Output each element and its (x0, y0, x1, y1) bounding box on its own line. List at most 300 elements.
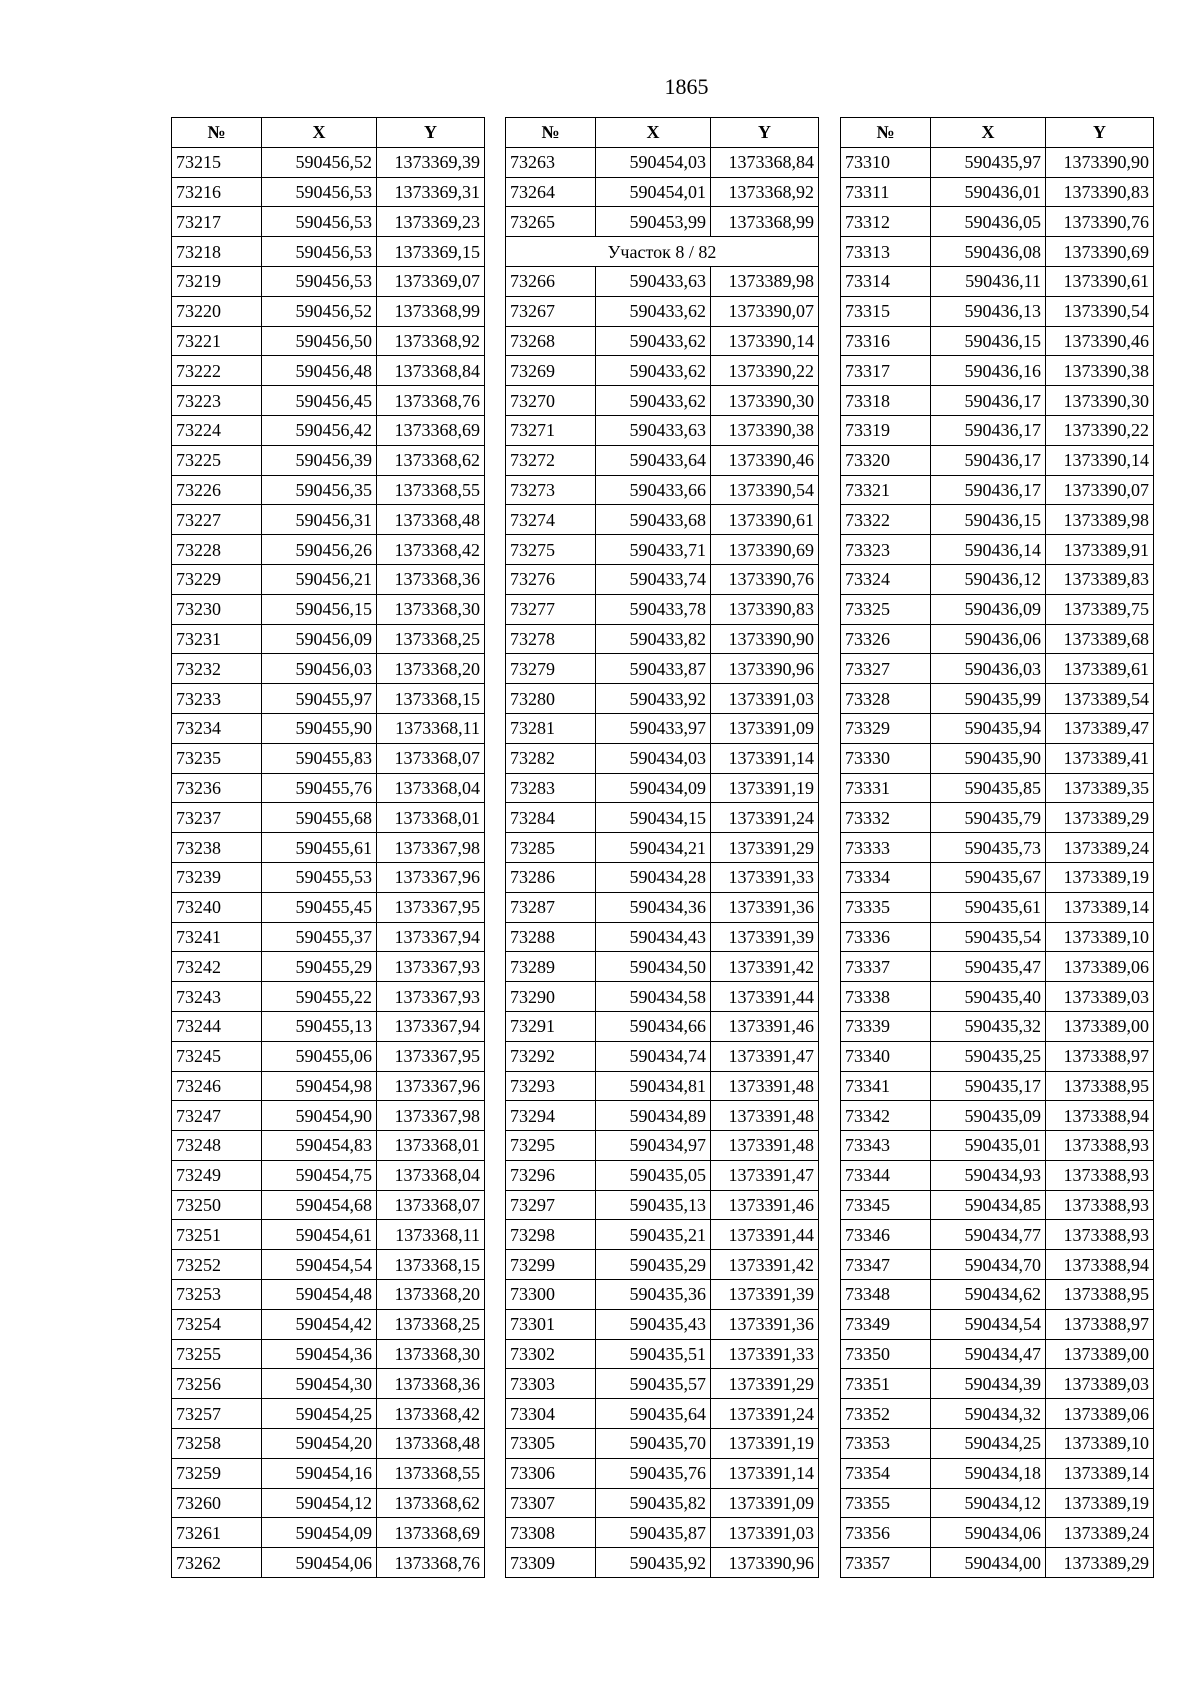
table-row (506, 1071, 819, 1101)
coordinate-table-1 (171, 117, 485, 1578)
y-coordinate: 1373390,76 (1046, 207, 1154, 237)
point-number: 73313 (841, 237, 931, 267)
x-coordinate: 590433,62 (596, 356, 711, 386)
point-number: 73342 (841, 1101, 931, 1131)
y-coordinate: 1373388,93 (1046, 1131, 1154, 1161)
y-coordinate: 1373391,42 (711, 952, 819, 982)
point-number: 73258 (172, 1429, 262, 1459)
y-coordinate: 1373391,33 (711, 1339, 819, 1369)
point-number: 73217 (172, 207, 262, 237)
x-coordinate: 590436,03 (931, 654, 1046, 684)
x-coordinate: 590435,87 (596, 1518, 711, 1548)
y-coordinate: 1373389,06 (1046, 952, 1154, 982)
y-coordinate: 1373391,24 (711, 803, 819, 833)
table-row (506, 266, 819, 296)
header-number: № (172, 118, 262, 148)
table-row (841, 1339, 1154, 1369)
table-row (841, 1458, 1154, 1488)
point-number: 73337 (841, 952, 931, 982)
table-row (172, 1011, 485, 1041)
point-number: 73242 (172, 952, 262, 982)
x-coordinate: 590456,09 (262, 624, 377, 654)
y-coordinate: 1373388,93 (1046, 1190, 1154, 1220)
table-row (506, 564, 819, 594)
y-coordinate: 1373368,99 (377, 296, 485, 326)
table-row (841, 684, 1154, 714)
header-number: № (506, 118, 596, 148)
y-coordinate: 1373367,94 (377, 922, 485, 952)
y-coordinate: 1373389,54 (1046, 684, 1154, 714)
header-x: X (931, 118, 1046, 148)
table-row (506, 773, 819, 803)
point-number: 73279 (506, 654, 596, 684)
x-coordinate: 590433,66 (596, 475, 711, 505)
x-coordinate: 590436,17 (931, 445, 1046, 475)
x-coordinate: 590434,36 (596, 892, 711, 922)
y-coordinate: 1373391,39 (711, 922, 819, 952)
point-number: 73324 (841, 564, 931, 594)
point-number: 73301 (506, 1309, 596, 1339)
point-number: 73294 (506, 1101, 596, 1131)
point-number: 73323 (841, 535, 931, 565)
x-coordinate: 590454,25 (262, 1399, 377, 1429)
point-number: 73320 (841, 445, 931, 475)
x-coordinate: 590455,61 (262, 833, 377, 863)
header-number: № (841, 118, 931, 148)
point-number: 73248 (172, 1131, 262, 1161)
table-row (506, 415, 819, 445)
y-coordinate: 1373368,11 (377, 713, 485, 743)
table-row (506, 1309, 819, 1339)
y-coordinate: 1373389,10 (1046, 1429, 1154, 1459)
table-row (841, 326, 1154, 356)
point-number: 73263 (506, 147, 596, 177)
y-coordinate: 1373368,69 (377, 1518, 485, 1548)
table-row (506, 1160, 819, 1190)
y-coordinate: 1373368,76 (377, 1548, 485, 1578)
y-coordinate: 1373390,76 (711, 564, 819, 594)
table-row (506, 1429, 819, 1459)
x-coordinate: 590435,85 (931, 773, 1046, 803)
y-coordinate: 1373368,55 (377, 475, 485, 505)
y-coordinate: 1373369,07 (377, 266, 485, 296)
y-coordinate: 1373388,97 (1046, 1041, 1154, 1071)
y-coordinate: 1373390,46 (1046, 326, 1154, 356)
table-row (506, 445, 819, 475)
point-number: 73238 (172, 833, 262, 863)
y-coordinate: 1373368,42 (377, 1399, 485, 1429)
point-number: 73220 (172, 296, 262, 326)
table-row (841, 1011, 1154, 1041)
x-coordinate: 590435,82 (596, 1488, 711, 1518)
x-coordinate: 590433,62 (596, 326, 711, 356)
table-row (172, 862, 485, 892)
table-row (841, 922, 1154, 952)
x-coordinate: 590454,90 (262, 1101, 377, 1131)
x-coordinate: 590435,92 (596, 1548, 711, 1578)
table-row (172, 952, 485, 982)
x-coordinate: 590455,37 (262, 922, 377, 952)
table-row (172, 594, 485, 624)
point-number: 73282 (506, 743, 596, 773)
y-coordinate: 1373368,84 (711, 147, 819, 177)
y-coordinate: 1373390,83 (711, 594, 819, 624)
x-coordinate: 590433,87 (596, 654, 711, 684)
table-row (841, 892, 1154, 922)
point-number: 73262 (172, 1548, 262, 1578)
table-row (172, 356, 485, 386)
point-number: 73250 (172, 1190, 262, 1220)
x-coordinate: 590434,89 (596, 1101, 711, 1131)
point-number: 73332 (841, 803, 931, 833)
y-coordinate: 1373368,07 (377, 743, 485, 773)
x-coordinate: 590435,61 (931, 892, 1046, 922)
y-coordinate: 1373389,98 (711, 266, 819, 296)
y-coordinate: 1373368,07 (377, 1190, 485, 1220)
y-coordinate: 1373368,30 (377, 1339, 485, 1369)
table-row (841, 1488, 1154, 1518)
point-number: 73353 (841, 1429, 931, 1459)
point-number: 73280 (506, 684, 596, 714)
point-number: 73255 (172, 1339, 262, 1369)
y-coordinate: 1373390,14 (711, 326, 819, 356)
point-number: 73275 (506, 535, 596, 565)
y-coordinate: 1373391,03 (711, 1518, 819, 1548)
point-number: 73345 (841, 1190, 931, 1220)
table-row (172, 386, 485, 416)
table-row (841, 1548, 1154, 1578)
point-number: 73254 (172, 1309, 262, 1339)
point-number: 73300 (506, 1280, 596, 1310)
x-coordinate: 590435,47 (931, 952, 1046, 982)
table-row (841, 1399, 1154, 1429)
y-coordinate: 1373391,46 (711, 1011, 819, 1041)
point-number: 73326 (841, 624, 931, 654)
table-row (506, 386, 819, 416)
x-coordinate: 590434,28 (596, 862, 711, 892)
table-row (172, 1071, 485, 1101)
y-coordinate: 1373390,46 (711, 445, 819, 475)
x-coordinate: 590456,52 (262, 147, 377, 177)
point-number: 73299 (506, 1250, 596, 1280)
x-coordinate: 590433,63 (596, 415, 711, 445)
point-number: 73269 (506, 356, 596, 386)
table-row (841, 177, 1154, 207)
point-number: 73314 (841, 266, 931, 296)
section-row (506, 237, 819, 267)
x-coordinate: 590433,92 (596, 684, 711, 714)
point-number: 73315 (841, 296, 931, 326)
x-coordinate: 590433,71 (596, 535, 711, 565)
point-number: 73344 (841, 1160, 931, 1190)
point-number: 73251 (172, 1220, 262, 1250)
x-coordinate: 590435,54 (931, 922, 1046, 952)
x-coordinate: 590435,64 (596, 1399, 711, 1429)
x-coordinate: 590436,17 (931, 475, 1046, 505)
table-row (506, 1101, 819, 1131)
point-number: 73349 (841, 1309, 931, 1339)
table-row (506, 1488, 819, 1518)
point-number: 73278 (506, 624, 596, 654)
y-coordinate: 1373368,48 (377, 1429, 485, 1459)
point-number: 73333 (841, 833, 931, 863)
table-row (172, 147, 485, 177)
y-coordinate: 1373391,19 (711, 1429, 819, 1459)
y-coordinate: 1373391,47 (711, 1041, 819, 1071)
header-y: Y (711, 118, 819, 148)
point-number: 73322 (841, 505, 931, 535)
point-number: 73295 (506, 1131, 596, 1161)
table-row (172, 1309, 485, 1339)
x-coordinate: 590456,31 (262, 505, 377, 535)
table-row (172, 475, 485, 505)
y-coordinate: 1373368,84 (377, 356, 485, 386)
x-coordinate: 590454,12 (262, 1488, 377, 1518)
y-coordinate: 1373389,29 (1046, 1548, 1154, 1578)
point-number: 73259 (172, 1458, 262, 1488)
x-coordinate: 590456,53 (262, 207, 377, 237)
table-row (841, 952, 1154, 982)
x-coordinate: 590455,76 (262, 773, 377, 803)
point-number: 73319 (841, 415, 931, 445)
x-coordinate: 590436,08 (931, 237, 1046, 267)
point-number: 73302 (506, 1339, 596, 1369)
x-coordinate: 590456,15 (262, 594, 377, 624)
point-number: 73347 (841, 1250, 931, 1280)
x-coordinate: 590435,36 (596, 1280, 711, 1310)
x-coordinate: 590435,90 (931, 743, 1046, 773)
y-coordinate: 1373390,96 (711, 1548, 819, 1578)
x-coordinate: 590436,16 (931, 356, 1046, 386)
y-coordinate: 1373368,36 (377, 564, 485, 594)
x-coordinate: 590434,70 (931, 1250, 1046, 1280)
point-number: 73284 (506, 803, 596, 833)
x-coordinate: 590434,06 (931, 1518, 1046, 1548)
point-number: 73268 (506, 326, 596, 356)
table-row (506, 982, 819, 1012)
y-coordinate: 1373390,69 (1046, 237, 1154, 267)
y-coordinate: 1373391,36 (711, 1309, 819, 1339)
point-number: 73273 (506, 475, 596, 505)
table-row (841, 445, 1154, 475)
x-coordinate: 590456,39 (262, 445, 377, 475)
y-coordinate: 1373368,04 (377, 773, 485, 803)
x-coordinate: 590436,06 (931, 624, 1046, 654)
y-coordinate: 1373390,54 (1046, 296, 1154, 326)
x-coordinate: 590433,82 (596, 624, 711, 654)
point-number: 73264 (506, 177, 596, 207)
y-coordinate: 1373389,41 (1046, 743, 1154, 773)
table-row (506, 1131, 819, 1161)
y-coordinate: 1373390,61 (1046, 266, 1154, 296)
table-row (506, 1250, 819, 1280)
x-coordinate: 590434,47 (931, 1339, 1046, 1369)
table-row (506, 1011, 819, 1041)
x-coordinate: 590433,64 (596, 445, 711, 475)
table-header-row (841, 118, 1154, 148)
table-row (506, 356, 819, 386)
x-coordinate: 590436,01 (931, 177, 1046, 207)
table-row (172, 296, 485, 326)
table-row (841, 773, 1154, 803)
y-coordinate: 1373391,09 (711, 713, 819, 743)
table-row (506, 862, 819, 892)
table-row (172, 177, 485, 207)
y-coordinate: 1373369,23 (377, 207, 485, 237)
x-coordinate: 590434,25 (931, 1429, 1046, 1459)
point-number: 73304 (506, 1399, 596, 1429)
y-coordinate: 1373367,96 (377, 862, 485, 892)
y-coordinate: 1373391,36 (711, 892, 819, 922)
table-row (841, 594, 1154, 624)
page-number: 1865 (664, 74, 709, 99)
table-row (506, 177, 819, 207)
x-coordinate: 590454,98 (262, 1071, 377, 1101)
x-coordinate: 590455,53 (262, 862, 377, 892)
y-coordinate: 1373389,14 (1046, 892, 1154, 922)
table-row (841, 147, 1154, 177)
x-coordinate: 590435,57 (596, 1369, 711, 1399)
y-coordinate: 1373388,94 (1046, 1101, 1154, 1131)
table-row (172, 803, 485, 833)
point-number: 73325 (841, 594, 931, 624)
table-row (841, 505, 1154, 535)
table-row (506, 1399, 819, 1429)
y-coordinate: 1373367,93 (377, 952, 485, 982)
x-coordinate: 590435,43 (596, 1309, 711, 1339)
table-row (841, 1429, 1154, 1459)
table-row (172, 922, 485, 952)
x-coordinate: 590456,42 (262, 415, 377, 445)
point-number: 73308 (506, 1518, 596, 1548)
y-coordinate: 1373388,93 (1046, 1160, 1154, 1190)
point-number: 73277 (506, 594, 596, 624)
point-number: 73285 (506, 833, 596, 863)
table-header-row (506, 118, 819, 148)
y-coordinate: 1373389,00 (1046, 1011, 1154, 1041)
x-coordinate: 590454,83 (262, 1131, 377, 1161)
point-number: 73350 (841, 1339, 931, 1369)
point-number: 73240 (172, 892, 262, 922)
x-coordinate: 590436,13 (931, 296, 1046, 326)
point-number: 73310 (841, 147, 931, 177)
table-row (506, 594, 819, 624)
point-number: 73331 (841, 773, 931, 803)
y-coordinate: 1373368,92 (711, 177, 819, 207)
y-coordinate: 1373369,15 (377, 237, 485, 267)
table-row (506, 892, 819, 922)
point-number: 73244 (172, 1011, 262, 1041)
x-coordinate: 590454,42 (262, 1309, 377, 1339)
y-coordinate: 1373368,92 (377, 326, 485, 356)
y-coordinate: 1373368,04 (377, 1160, 485, 1190)
y-coordinate: 1373368,42 (377, 535, 485, 565)
x-coordinate: 590436,17 (931, 386, 1046, 416)
table-row (841, 743, 1154, 773)
y-coordinate: 1373367,95 (377, 892, 485, 922)
x-coordinate: 590434,74 (596, 1041, 711, 1071)
x-coordinate: 590434,00 (931, 1548, 1046, 1578)
table-row (506, 1339, 819, 1369)
point-number: 73338 (841, 982, 931, 1012)
y-coordinate: 1373389,83 (1046, 564, 1154, 594)
point-number: 73253 (172, 1280, 262, 1310)
point-number: 73287 (506, 892, 596, 922)
point-number: 73290 (506, 982, 596, 1012)
x-coordinate: 590435,09 (931, 1101, 1046, 1131)
y-coordinate: 1373367,96 (377, 1071, 485, 1101)
table-row (506, 296, 819, 326)
y-coordinate: 1373391,24 (711, 1399, 819, 1429)
table-row (172, 505, 485, 535)
x-coordinate: 590436,15 (931, 505, 1046, 535)
x-coordinate: 590436,14 (931, 535, 1046, 565)
table-row (841, 1041, 1154, 1071)
y-coordinate: 1373368,20 (377, 1280, 485, 1310)
point-number: 73274 (506, 505, 596, 535)
table-row (506, 1458, 819, 1488)
x-coordinate: 590454,30 (262, 1369, 377, 1399)
y-coordinate: 1373391,09 (711, 1488, 819, 1518)
table-row (172, 624, 485, 654)
table-row (506, 713, 819, 743)
y-coordinate: 1373391,48 (711, 1071, 819, 1101)
y-coordinate: 1373368,25 (377, 624, 485, 654)
header-x: X (596, 118, 711, 148)
table-row (172, 982, 485, 1012)
point-number: 73288 (506, 922, 596, 952)
point-number: 73266 (506, 266, 596, 296)
table-row (172, 713, 485, 743)
x-coordinate: 590456,03 (262, 654, 377, 684)
x-coordinate: 590435,21 (596, 1220, 711, 1250)
x-coordinate: 590456,53 (262, 177, 377, 207)
table-row (172, 684, 485, 714)
coordinate-table-3 (840, 117, 1154, 1578)
x-coordinate: 590436,15 (931, 326, 1046, 356)
x-coordinate: 590456,53 (262, 237, 377, 267)
point-number: 73221 (172, 326, 262, 356)
x-coordinate: 590434,12 (931, 1488, 1046, 1518)
x-coordinate: 590456,26 (262, 535, 377, 565)
point-number: 73228 (172, 535, 262, 565)
table-row (172, 237, 485, 267)
table-row (841, 862, 1154, 892)
x-coordinate: 590434,93 (931, 1160, 1046, 1190)
point-number: 73306 (506, 1458, 596, 1488)
table-row (172, 743, 485, 773)
point-number: 73233 (172, 684, 262, 714)
x-coordinate: 590433,97 (596, 713, 711, 743)
x-coordinate: 590433,62 (596, 296, 711, 326)
point-number: 73222 (172, 356, 262, 386)
x-coordinate: 590455,13 (262, 1011, 377, 1041)
x-coordinate: 590433,68 (596, 505, 711, 535)
y-coordinate: 1373390,30 (711, 386, 819, 416)
y-coordinate: 1373389,06 (1046, 1399, 1154, 1429)
point-number: 73303 (506, 1369, 596, 1399)
y-coordinate: 1373368,62 (377, 1488, 485, 1518)
y-coordinate: 1373391,03 (711, 684, 819, 714)
point-number: 73328 (841, 684, 931, 714)
table-row (506, 833, 819, 863)
point-number: 73224 (172, 415, 262, 445)
table-row (172, 1488, 485, 1518)
point-number: 73327 (841, 654, 931, 684)
y-coordinate: 1373389,00 (1046, 1339, 1154, 1369)
table-row (841, 624, 1154, 654)
x-coordinate: 590435,05 (596, 1160, 711, 1190)
